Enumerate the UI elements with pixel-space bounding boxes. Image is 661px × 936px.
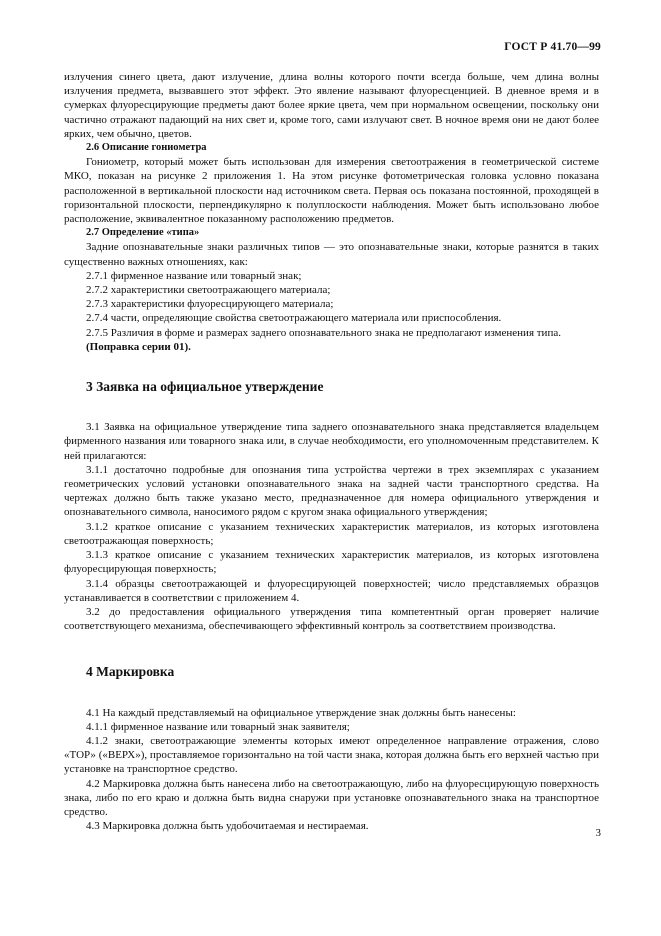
paragraph-4-3: 4.3 Маркировка должна быть удобочитаемая и нестираемая. [86,820,369,833]
paragraph-2-7: Задние опознавательные знаки различных типов — это опознавательные знаки, которые разнятся в таких существенно важных отношениях, как: [64,241,599,268]
paragraph-2-6: Гониометр, который может быть использован для измерения светоотражения в геометрической системе МКО, показан на рисунке 2 приложения 1. На этом рисунке фотометрическая головка условно показана расположенной в вертикальной плоскости над источником света. Первая ось показана постоянной, проходящей в горизонтальной плоскости, перпендикулярно к полуплоскости наблюдения. Может быть использовано любое расположение, эквивалентное показанному расположению предметов. [64,156,599,226]
subheading-2-7: 2.7 Определение «типа» [86,227,200,239]
item-2-7-2: 2.7.2 характеристики светоотражающего материала; [86,284,331,297]
paragraph-4-1-2: 4.1.2 знаки, светоотражающие элементы которых имеют определенное направление отражения, слово «ТОР» («ВЕРХ»), проставляемое горизонтально на той части знака, которая должна быть его верхней частью при установке на транспортное средство. [64,734,599,776]
paragraph-4-1-1: 4.1.1 фирменное название или товарный знак заявителя; [86,720,350,733]
document-header: ГОСТ Р 41.70—99 [504,41,601,53]
amendment-note: (Поправка серии 01). [86,340,191,353]
paragraph-3-2: 3.2 до предоставления официального утверждения типа компетентный орган проверяет наличие соответствующего механизма, обеспечивающего эффективный контроль за соответствием производства. [64,605,599,633]
subheading-2-6: 2.6 Описание гониометра [86,142,207,154]
item-2-7-4: 2.7.4 части, определяющие свойства светоотражающего материала или приспособления. [86,312,502,325]
paragraph-3-1-2: 3.1.2 краткое описание с указанием технических характеристик материалов, из которых изготовлена светоотражающая поверхность; [64,520,599,547]
paragraph-3-1-1: 3.1.1 достаточно подробные для опознания типа устройства чертежи в трех экземплярах с указанием геометрических условий установки опознавательного знака на задней части транспортного средства. На чертежах должно быть также указано место, предназначенное для номера официального утверждения и опознавательного символа, наносимого рядом с кругом знака официального утверждения; [64,463,599,519]
paragraph-3-1-3: 3.1.3 краткое описание с указанием технических характеристик материалов, из которых изготовлена флуоресцирующая поверхность; [64,549,599,576]
section-3-title: 3 Заявка на официальное утверждение [86,379,324,395]
paragraph-4-2: 4.2 Маркировка должна быть нанесена либо на светоотражающую, либо на флуоресцирующую поверхность знака, либо по его краю и должна быть видна снаружи при установке опознавательного знака на транспортное средство. [64,777,599,818]
item-2-7-5: 2.7.5 Различия в форме и размерах заднего опознавательного знака не предполагают изменения типа. [86,326,561,339]
paragraph-fluorescence-cont: излучения синего цвета, дают излучение, длина волны которого почти всегда больше, чем длина волны излучения предмета, вызвавшего этот эффект. Это явление называют флуоресценцией. В дневное время и в сумерках флуоресцирующие предметы дают более яркие цвета, чем при нормальном освещении, поскольку они частично отражают падающий на них свет и, кроме того, сами излучают свет. В ночное время они не дают более ярких, чем обычно, цветов. [64,71,599,140]
paragraph-3-1-4: 3.1.4 образцы светоотражающей и флуоресцирующей поверхностей; число представляемых образцов устанавливается в соответствии с приложением 4. [64,577,599,604]
page-content [64,70,599,833]
section-4-title: 4 Маркировка [86,664,175,680]
item-2-7-1: 2.7.1 фирменное название или товарный знак; [86,269,302,282]
paragraph-3-1: 3.1 Заявка на официальное утверждение типа заднего опознавательного знака представляется владельцем фирменного названия или товарного знака или, в случае необходимости, его уполномоченным представителем. К ней прилагаются: [64,421,599,462]
paragraph-4-1: 4.1 На каждый представляемый на официальное утверждение знак должны быть нанесены: [86,706,516,719]
page-number: 3 [595,827,601,839]
item-2-7-3: 2.7.3 характеристики флуоресцирующего материала; [86,298,334,311]
